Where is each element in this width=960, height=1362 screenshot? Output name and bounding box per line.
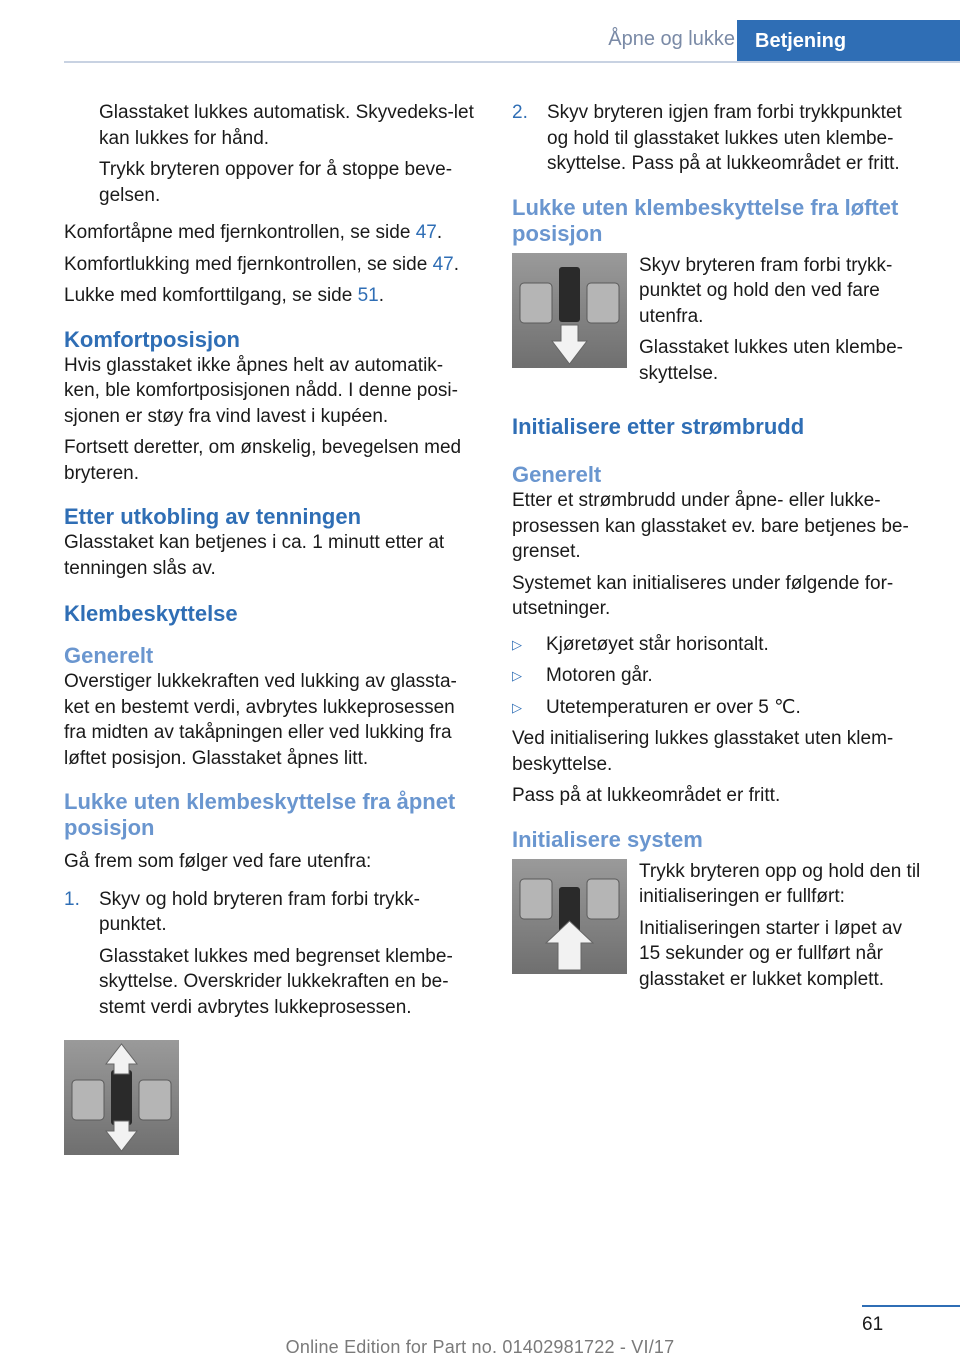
- step-subtext: Glasstaket lukkes med begrenset klembe-skyttelse. Overskrider lukkekraften en be-stemt verdi avbrytes lukkeprosessen.: [99, 945, 453, 1018]
- list-item: ▷ Utetemperaturen er over 5 ℃.: [512, 695, 926, 721]
- paragraph: Etter et strømbrudd under åpne- eller lukke-prosessen kan glasstaket ev. bare betjenes be-grenset.: [512, 490, 909, 562]
- figure-row: [512, 859, 926, 999]
- left-column: [64, 100, 478, 1155]
- heading-komfortposisjon: Komfortposisjon: [64, 326, 240, 352]
- header-rule: [64, 61, 960, 63]
- right-column: [512, 100, 926, 998]
- paragraph: Pass på at lukkeområdet er fritt.: [512, 785, 781, 806]
- paragraph: Overstiger lukkekraften ved lukking av glassta-ket en bestemt verdi, avbrytes lukkeprosessen fra midten av takåpningen eller ved lukking fra løftet posisjon. Glasstaket åpnes litt.: [64, 671, 457, 769]
- header-chapter-tab: Betjening: [737, 20, 960, 62]
- page-link[interactable]: 47: [432, 253, 454, 275]
- paragraph: Trykk bryteren oppover for å stoppe beve-gelsen.: [99, 159, 453, 206]
- paragraph: Hvis glasstaket ikke åpnes helt av automatik-ken, ble komfortposisjonen nådd. I denne posi-sjonen er støy fra vind lavest i kupéen.: [64, 354, 458, 427]
- paragraph: Ved initialisering lukkes glasstaket uten klem-beskyttelse.: [512, 728, 894, 775]
- paragraph: Skyv bryteren fram forbi trykk-punktet og hold den ved fare utenfra.: [639, 254, 893, 327]
- header-section-title: Åpne og lukke: [608, 28, 735, 50]
- paragraph: Glasstaket lukkes automatisk. Skyvedeks-let kan lukkes for hånd.: [99, 102, 474, 149]
- reference-line: Komfortåpne med fjernkontrollen, se side 47.: [64, 222, 443, 243]
- step-text: Skyv og hold bryteren fram forbi trykk-punktet.: [99, 888, 420, 935]
- heading-initialisere-etter-strombrudd: Initialisere etter strømbrudd: [512, 414, 805, 439]
- edition-footer: Online Edition for Part no. 01402981722 - VI/17: [285, 1337, 675, 1357]
- switch-illustration-up-down: [64, 1040, 179, 1155]
- switch-illustration-down: [512, 253, 627, 368]
- numbered-step: [64, 887, 478, 938]
- triangle-bullet-icon: ▷: [512, 699, 522, 715]
- paragraph: Gå frem som følger ved fare utenfra:: [64, 851, 372, 872]
- triangle-bullet-icon: ▷: [512, 668, 522, 683]
- subheading-lukke-loftet: Lukke uten klembeskyttelse fra løftet posisjon: [512, 194, 899, 246]
- paragraph: Initialiseringen starter i løpet av 15 sekunder og er fullført når glasstaket er lukket komplett.: [639, 917, 902, 990]
- step-number: 1.: [64, 888, 80, 910]
- numbered-step: [512, 100, 926, 177]
- subheading-generelt: Generelt: [64, 643, 154, 668]
- paragraph: Trykk bryteren opp og hold den til initialiseringen er fullført:: [639, 860, 921, 907]
- paragraph: Glasstaket lukkes uten klembe-skyttelse.: [639, 337, 904, 384]
- footer-rule: [862, 1305, 960, 1307]
- page-number: 61: [862, 1314, 884, 1335]
- heading-etter-utkobling: Etter utkobling av tenningen: [64, 504, 362, 529]
- step-number: 2.: [512, 102, 528, 123]
- paragraph: Systemet kan initialiseres under følgende for-utsetninger.: [512, 572, 894, 619]
- subheading-initialisere-system: Initialisere system: [512, 826, 703, 852]
- list-item: ▷ Kjøretøyet står horisontalt.: [512, 632, 926, 658]
- reference-line: Komfortlukking med fjernkontrollen, se side 47.: [64, 253, 459, 275]
- page-link[interactable]: 51: [357, 285, 379, 306]
- subheading-generelt: Generelt: [512, 462, 602, 487]
- reference-line: Lukke med komforttilgang, se side 51.: [64, 285, 385, 306]
- page-link[interactable]: 47: [415, 222, 437, 243]
- list-item: ▷ Motoren går.: [512, 663, 926, 689]
- subheading-lukke-apnet: Lukke uten klembeskyttelse fra åpnet posisjon: [64, 789, 456, 840]
- heading-klembeskyttelse: Klembeskyttelse: [64, 601, 238, 626]
- triangle-bullet-icon: ▷: [512, 636, 522, 652]
- step-text: Skyv bryteren igjen fram forbi trykkpunktet og hold til glasstaket lukkes uten klembe-skyttelse. Pass på at lukkeområdet er fritt.: [547, 102, 902, 174]
- switch-illustration-up: [512, 859, 627, 974]
- paragraph: Glasstaket kan betjenes i ca. 1 minutt etter at tenningen slås av.: [64, 532, 445, 579]
- paragraph: Fortsett deretter, om ønskelig, bevegelsen med bryteren.: [64, 437, 462, 484]
- figure-row: [512, 253, 926, 393]
